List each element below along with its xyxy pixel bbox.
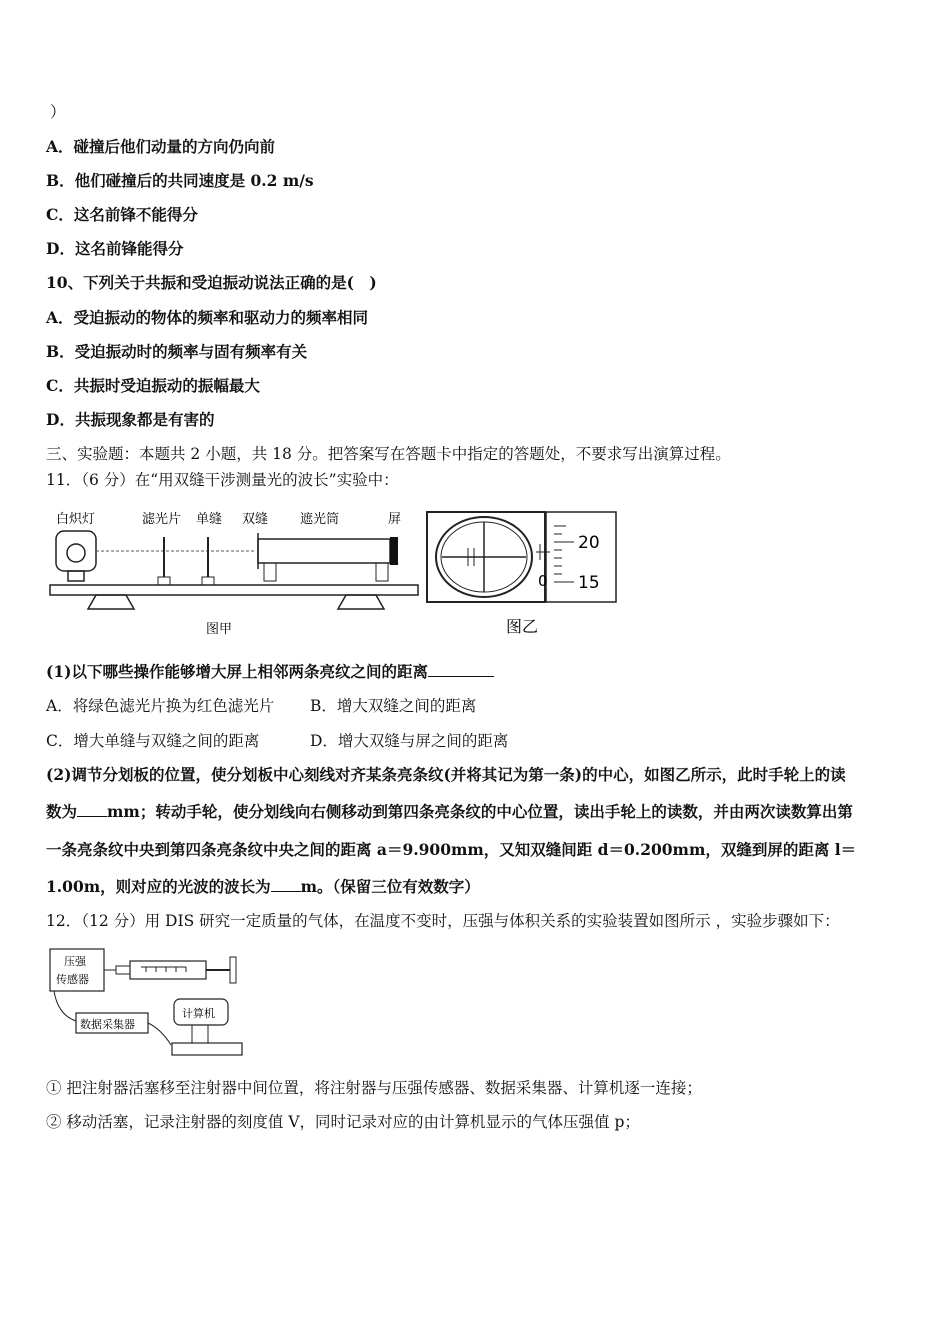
q11-stem: 11．（6 分）在“用双缝干涉测量光的波长”实验中： xyxy=(46,471,399,489)
q9-option-c: C．这名前锋不能得分 xyxy=(46,205,198,224)
q9-paren: ） xyxy=(50,103,66,121)
q10-stem: 10、下列关于共振和受迫振动说法正确的是( ) xyxy=(46,273,377,292)
collector-label: 数据采集器 xyxy=(80,1018,135,1031)
q9-option-d: D．这名前锋能得分 xyxy=(46,239,184,258)
q11-part2-line2-b: mm；转动手轮，使分划线向右侧移动到第四条亮条纹的中心位置，读出手轮上的读数，并由两次读数算出第 xyxy=(107,802,853,821)
q11-part2-line4-b: m。（保留三位有效数字） xyxy=(300,877,480,896)
q11-part2-line2-a: 数为 xyxy=(46,802,78,821)
q11-part1-option-b: B．增大双缝之间的距离 xyxy=(310,697,477,715)
caption-fig-a: 图甲 xyxy=(206,622,233,637)
figure-dis-apparatus xyxy=(46,945,246,1065)
q11-part1-text: (1)以下哪些操作能够增大屏上相邻两条亮纹之间的距离 xyxy=(46,662,428,681)
reticle-tick-15: 15 xyxy=(578,573,600,593)
answer-blank-2[interactable] xyxy=(77,816,107,817)
q10-option-a: A．受迫振动的物体的频率和驱动力的频率相同 xyxy=(46,308,369,327)
q11-part2-line1: (2)调节分划板的位置，使分划板中心刻线对齐某条亮条纹(并将其记为第一条)的中心，如图乙所示，此时手轮上的读 xyxy=(46,765,846,784)
caption-fig-b: 图乙 xyxy=(506,617,539,636)
label-tube: 遮光筒 xyxy=(300,512,340,527)
q12-step-2: ② 移动活塞，记录注射器的刻度值 V，同时记录对应的由计算机显示的气体压强值 p； xyxy=(46,1113,640,1131)
q12-stem: 12．（12 分）用 DIS 研究一定质量的气体，在温度不变时，压强与体积关系的实验装置如图所示 ，实验步骤如下： xyxy=(46,912,840,930)
reticle-tick-20: 20 xyxy=(578,533,600,553)
q11-part2-line2 xyxy=(46,802,853,822)
q12-step-1: ① 把注射器活塞移至注射器中间位置，将注射器与压强传感器、数据采集器、计算机逐一连接； xyxy=(46,1079,702,1097)
sensor-label-2: 传感器 xyxy=(56,973,89,986)
figure-double-slit-apparatus xyxy=(46,505,426,645)
sensor-label-1: 压强 xyxy=(64,955,86,968)
q9-option-a: A．碰撞后他们动量的方向仍向前 xyxy=(46,137,276,156)
answer-blank-1[interactable] xyxy=(428,676,494,677)
answer-blank-3[interactable] xyxy=(271,891,301,892)
q9-option-b: B．他们碰撞后的共同速度是 0.2 m/s xyxy=(46,171,314,190)
computer-label: 计算机 xyxy=(182,1007,215,1020)
q11-part2-line4 xyxy=(46,877,480,897)
q10-option-d: D．共振现象都是有害的 xyxy=(46,410,215,429)
q11-part2-line4-a: 1.00m，则对应的光波的波长为 xyxy=(46,877,271,896)
reticle-zero: 0 xyxy=(538,572,548,590)
q11-part1-option-c: C．增大单缝与双缝之间的距离 xyxy=(46,732,260,750)
label-double-slit: 双缝 xyxy=(242,512,269,527)
q11-part2-line3: 一条亮条纹中央到第四条亮条纹中央之间的距离 a＝9.900mm，又知双缝间距 d＝0.200mm，双缝到屏的距离 l＝ xyxy=(46,840,857,859)
label-filter: 滤光片 xyxy=(142,512,182,527)
label-single-slit: 单缝 xyxy=(196,512,223,527)
q11-part1-stem xyxy=(46,662,494,682)
figure-reticle-reading xyxy=(426,508,626,643)
label-lamp: 白炽灯 xyxy=(56,512,96,527)
q11-part1-option-d: D．增大双缝与屏之间的距离 xyxy=(310,732,509,750)
q10-option-b: B．受迫振动时的频率与固有频率有关 xyxy=(46,342,308,361)
q10-option-c: C．共振时受迫振动的振幅最大 xyxy=(46,376,260,395)
label-screen: 屏 xyxy=(388,512,402,527)
section-3-heading: 三、实验题：本题共 2 小题，共 18 分。把答案写在答题卡中指定的答题处，不要求写出演算过程。 xyxy=(46,445,731,463)
q11-part1-option-a: A．将绿色滤光片换为红色滤光片 xyxy=(46,697,275,715)
